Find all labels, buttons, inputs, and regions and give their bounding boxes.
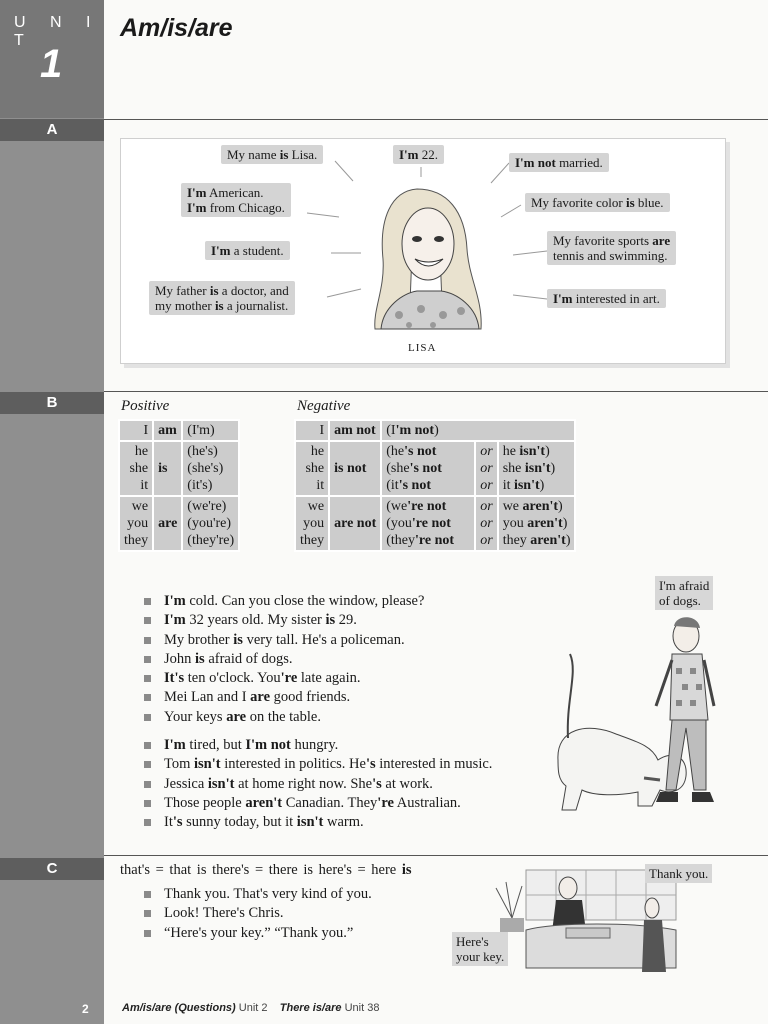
positive-table — [118, 419, 240, 552]
dog-man-illustration — [548, 610, 728, 830]
heres-key-note: Here's your key. — [452, 932, 508, 966]
pos-short: (he's) (she's) (it's) — [183, 442, 238, 495]
neg-subject: I — [296, 421, 328, 440]
unit-header — [0, 0, 104, 118]
ref2-title: There is/are — [279, 1002, 342, 1014]
unit-number: 1 — [40, 42, 63, 86]
example-sentence: I'm tired, but I'm not hungry. — [144, 736, 492, 755]
neg-short: (I'm not) — [382, 421, 574, 440]
examples-positive — [144, 592, 424, 727]
bubble-art: I'm interested in art. — [547, 289, 666, 308]
ref1-unit: Unit 2 — [238, 1002, 268, 1014]
negative-row — [296, 442, 574, 495]
example-sentence: It's sunny today, but it isn't warm. — [144, 813, 492, 832]
bubble-american: I'm American. I'm from Chicago. — [181, 183, 291, 217]
divider-c — [104, 855, 768, 856]
negative-table — [294, 419, 576, 552]
pos-short: (I'm) — [183, 421, 238, 440]
cross-references — [122, 1002, 379, 1014]
contractions-line: that's = that is there's = there is here's = here is — [120, 862, 412, 878]
negative-label: Negative — [297, 398, 351, 414]
pos-verb: am — [154, 421, 181, 440]
page-number: 2 — [82, 1002, 89, 1016]
example-sentence: John is afraid of dogs. — [144, 650, 424, 669]
afraid-note: I'm afraid of dogs. — [655, 576, 713, 610]
positive-label: Positive — [121, 398, 170, 414]
pos-subject: he she it — [120, 442, 152, 495]
negative-row — [296, 421, 574, 440]
divider-a — [104, 119, 768, 120]
bubble-color: My favorite color is blue. — [525, 193, 670, 212]
neg-verb: is not — [330, 442, 380, 495]
example-sentence: It's ten o'clock. You're late again. — [144, 669, 424, 688]
example-sentence: Mei Lan and I are good friends. — [144, 688, 424, 707]
pos-verb: is — [154, 442, 181, 495]
bubble-sports: My favorite sports are tennis and swimming. — [547, 231, 676, 265]
examples-negative — [144, 736, 492, 832]
neg-verb: am not — [330, 421, 380, 440]
thank-you-note: Thank you. — [645, 864, 712, 883]
ref2-unit: Unit 38 — [344, 1002, 380, 1014]
positive-row — [120, 421, 238, 440]
example-sentence: Thank you. That's very kind of you. — [144, 885, 372, 904]
section-b-tab: B — [0, 392, 104, 414]
bubble-name: My name is Lisa. — [221, 145, 323, 164]
unit-label: U N I T — [14, 14, 101, 49]
bubble-student: I'm a student. — [205, 241, 290, 260]
lisa-panel — [120, 138, 726, 364]
positive-row — [120, 497, 238, 550]
example-sentence: “Here's your key.” “Thank you.” — [144, 924, 372, 943]
example-sentence: Tom isn't interested in politics. He's interested in music. — [144, 755, 492, 774]
neg-subject: he she it — [296, 442, 328, 495]
positive-row — [120, 442, 238, 495]
ref1-title: Am/is/are (Questions) — [122, 1002, 236, 1014]
neg-or: or or or — [476, 442, 496, 495]
neg-or: or or or — [476, 497, 496, 550]
divider-b — [104, 391, 768, 392]
example-sentence: Jessica isn't at home right now. She's at work. — [144, 775, 492, 794]
neg-alt: he isn't) she isn't) it isn't) — [499, 442, 575, 495]
bubble-married: I'm not married. — [509, 153, 609, 172]
hotel-desk-illustration — [486, 868, 686, 980]
page-title: Am/is/are — [120, 14, 233, 42]
neg-subject: we you they — [296, 497, 328, 550]
neg-short: (we're not (you're not (they're not — [382, 497, 474, 550]
pos-subject: we you they — [120, 497, 152, 550]
example-sentence: I'm 32 years old. My sister is 29. — [144, 611, 424, 630]
neg-verb: are not — [330, 497, 380, 550]
example-sentence: I'm cold. Can you close the window, please? — [144, 592, 424, 611]
lisa-caption: LISA — [408, 342, 437, 354]
pos-verb: are — [154, 497, 181, 550]
section-a-tab: A — [0, 119, 104, 141]
neg-short: (he's not (she's not (it's not — [382, 442, 474, 495]
negative-row — [296, 497, 574, 550]
bubble-parents: My father is a doctor, and my mother is a journalist. — [149, 281, 295, 315]
example-sentence: Those people aren't Canadian. They're Australian. — [144, 794, 492, 813]
pos-short: (we're) (you're) (they're) — [183, 497, 238, 550]
pos-subject: I — [120, 421, 152, 440]
section-c-tab: C — [0, 858, 104, 880]
example-sentence: Your keys are on the table. — [144, 708, 424, 727]
bubble-age: I'm 22. — [393, 145, 444, 164]
example-sentence: Look! There's Chris. — [144, 904, 372, 923]
examples-c — [144, 885, 372, 943]
neg-alt: we aren't) you aren't) they aren't) — [499, 497, 575, 550]
example-sentence: My brother is very tall. He's a policeman. — [144, 631, 424, 650]
